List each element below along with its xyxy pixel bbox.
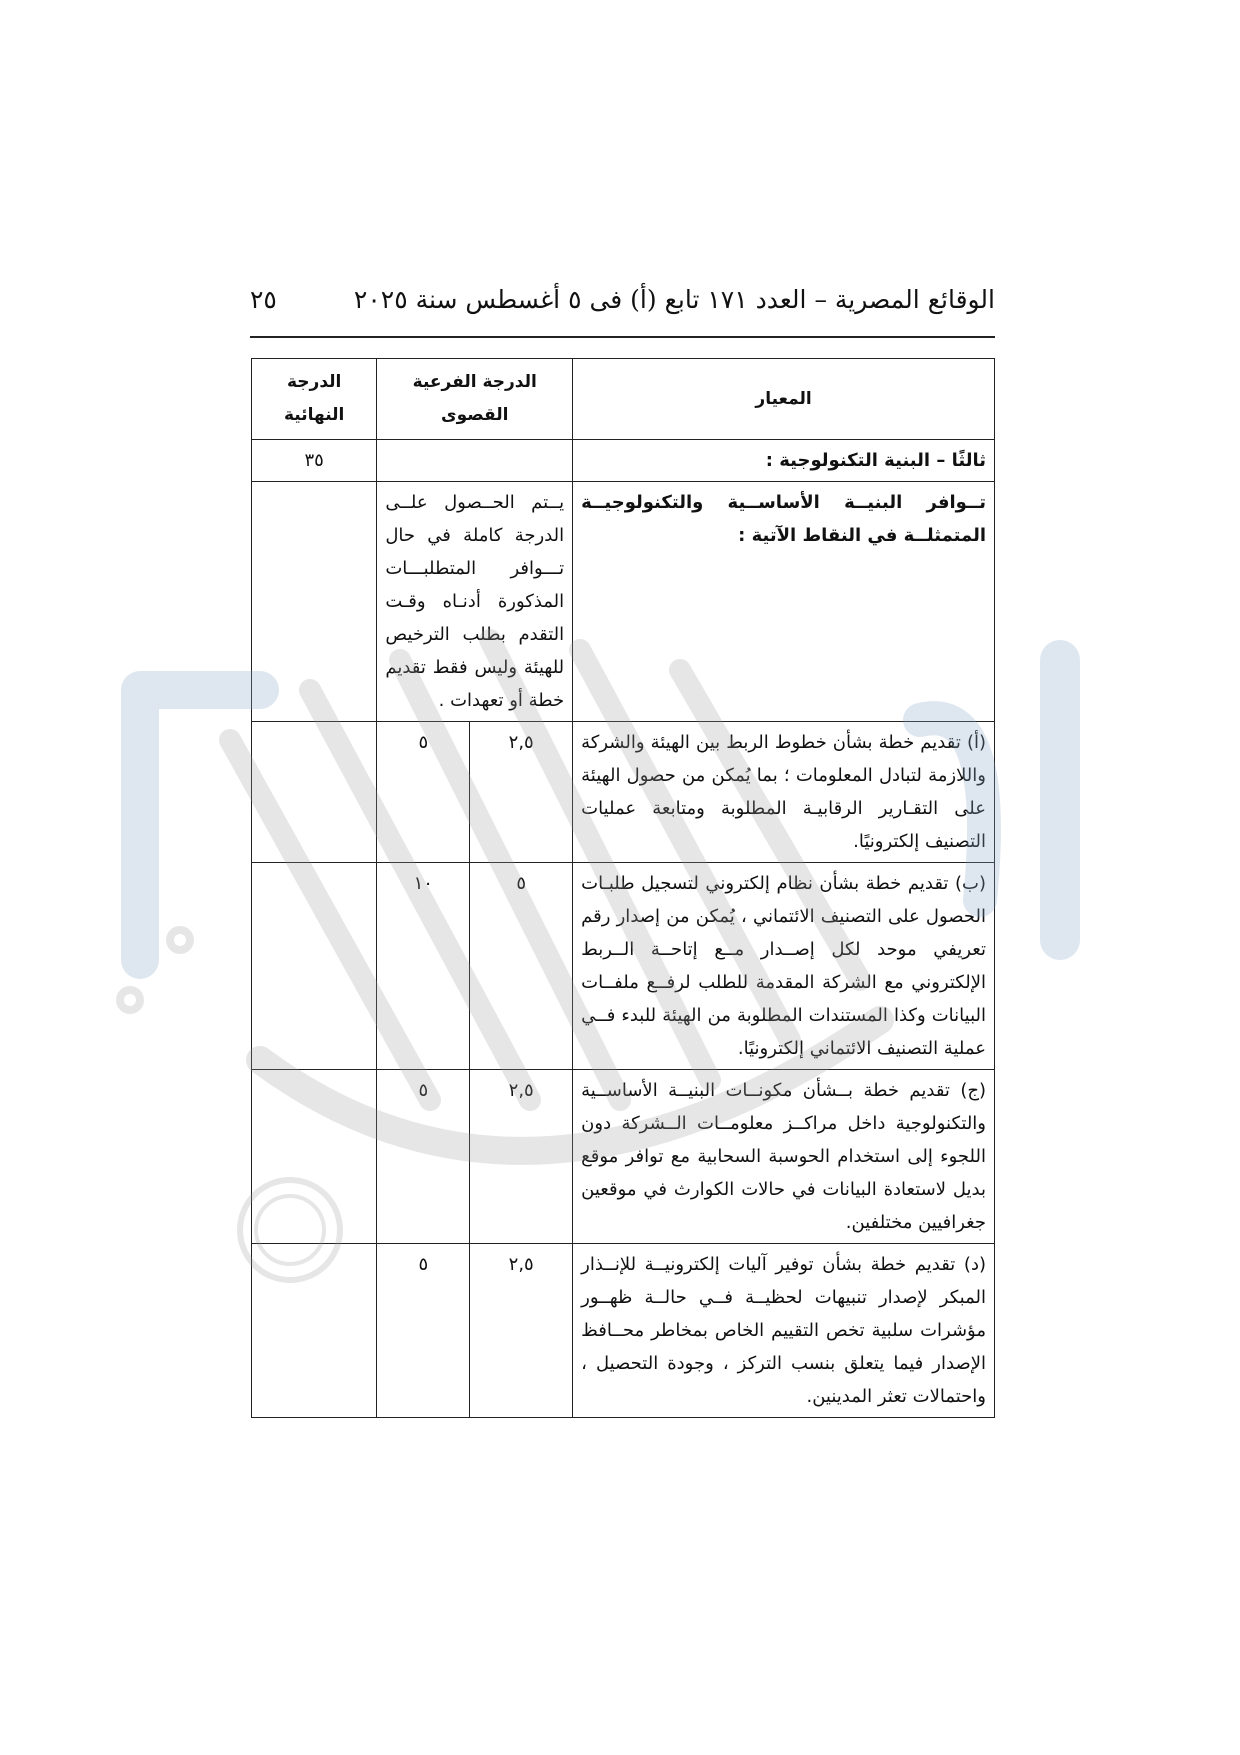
criterion-text: (ج) تقديم خطة بــشأن مكونــات البنيــة الأساســية والتكنولوجية داخل مراكــز معلومــات الــشركة دون اللجوء إلى استخدام الحوسبة السحابية مع توافر موقع بديل لاستعادة البيانات في حالات الكوارث في موقعين جغرافيين مختلفين. [573, 1070, 995, 1244]
max-score: ١٠ [377, 863, 470, 1070]
header-rule [250, 336, 995, 338]
final-cell [252, 722, 377, 863]
intro-criterion: تــوافر البنيــة الأساســية والتكنولوجيــة المتمثلــة في النقاط الآتية : [573, 482, 995, 722]
col-header-sub-max: الدرجة الفرعية القصوى [377, 359, 573, 440]
final-cell [252, 1244, 377, 1418]
section-sub-cell [377, 440, 573, 482]
criterion-text: (د) تقديم خطة بشأن توفير آليات إلكترونيــة للإنــذار المبكر لإصدار تنبيهات لحظيــة فــي حالــة ظهــور مؤشرات سلبية تخص التقييم الخاص بمخاطر محــافظ الإصدار فيما يتعلق بنسب التركز ، وجودة التحصيل ، واحتمالات تعثر المدينين. [573, 1244, 995, 1418]
col-header-criterion: المعيار [573, 359, 995, 440]
table-row [252, 863, 995, 1070]
sub-score: ٢,٥ [470, 1070, 573, 1244]
section-row [252, 440, 995, 482]
sub-score: ٥ [470, 863, 573, 1070]
page-number: ٢٥ [250, 285, 277, 314]
criterion-text: (أ) تقديم خطة بشأن خطوط الربط بين الهيئة والشركة واللازمة لتبادل المعلومات ؛ بما يُمكن من حصول الهيئة على التقـارير الرقابيـة المطلوبة ومتابعة عمليات التصنيف إلكترونيًا. [573, 722, 995, 863]
table-row [252, 1070, 995, 1244]
col-header-final: الدرجة النهائية [252, 359, 377, 440]
intro-final-cell [252, 482, 377, 722]
max-score: ٥ [377, 722, 470, 863]
max-score: ٥ [377, 1244, 470, 1418]
table-row [252, 1244, 995, 1418]
page-header [250, 285, 995, 319]
intro-note: يــتم الحــصول علــى الدرجة كاملة في حال تـــوافر المتطلبـــات المذكورة أدنـاه وقـت التقدم بطلب الترخيص للهيئة وليس فقط تقديم خطة أو تعهدات . [377, 482, 573, 722]
criteria-table [251, 358, 995, 1418]
gazette-title: الوقائع المصرية – العدد ١٧١ تابع (أ) فى ٥ أغسطس سنة ٢٠٢٥ [353, 285, 995, 314]
table-header-row [252, 359, 995, 440]
final-cell [252, 1070, 377, 1244]
sub-score: ٢,٥ [470, 722, 573, 863]
table-row [252, 722, 995, 863]
final-cell [252, 863, 377, 1070]
section-title: ثالثًا – البنية التكنولوجية : [573, 440, 995, 482]
section-final-score: ٣٥ [252, 440, 377, 482]
criterion-text: (ب) تقديم خطة بشأن نظام إلكتروني لتسجيل طلبـات الحصول على التصنيف الائتماني ، يُمكن من إصدار رقم تعريفي موحد لكل إصــدار مــع إتاحــة الــربط الإلكتروني مع الشركة المقدمة للطلب لرفــع ملفــات البيانات وكذا المستندات المطلوبة من الهيئة للبدء فــي عملية التصنيف الائتماني إلكترونيًا. [573, 863, 995, 1070]
max-score: ٥ [377, 1070, 470, 1244]
sub-score: ٢,٥ [470, 1244, 573, 1418]
intro-row [252, 482, 995, 722]
